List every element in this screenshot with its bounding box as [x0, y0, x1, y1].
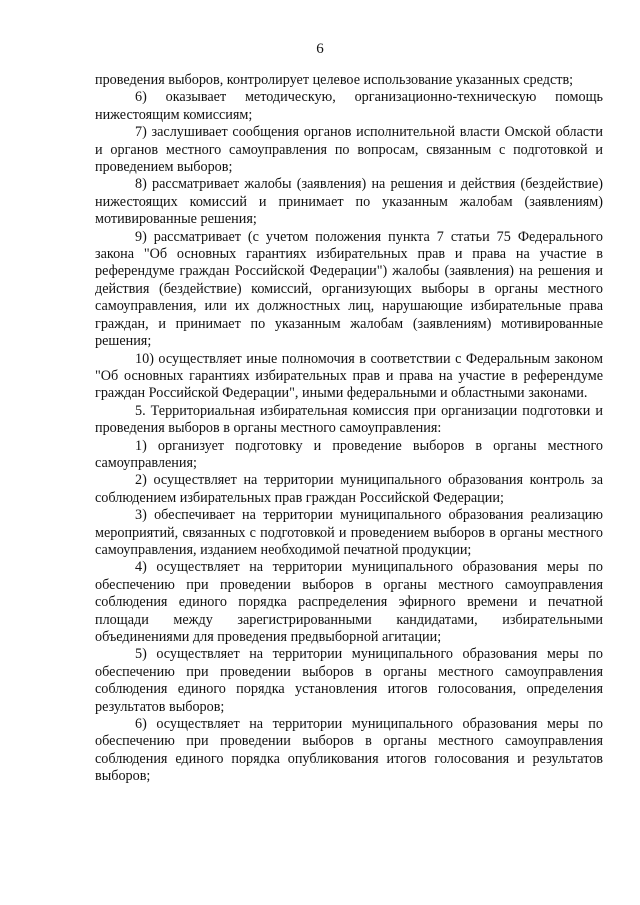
page-number: 6 [316, 41, 324, 57]
paragraph: 3) обеспечивает на территории муниципального образования реализацию мероприятий, связанных с подготовкой и проведением выборов в органы местного самоуправления, изданием необходимой печатной продукции; [95, 507, 603, 558]
paragraph: 6) осуществляет на территории муниципального образования меры по обеспечению при проведении выборов в органы местного самоуправления соблюдения единого порядка опубликования итогов голосования и результатов выборов; [95, 716, 603, 785]
paragraph: 4) осуществляет на территории муниципального образования меры по обеспечению при проведении выборов в органы местного самоуправления соблюдения единого порядка распределения эфирного времени и печатной площади между зарегистрированными кандидатами, избирательными объединениями для проведения предвыборной агитации; [95, 559, 603, 645]
paragraph: 5. Территориальная избирательная комиссия при организации подготовки и проведения выборов в органы местного самоуправления: [95, 402, 603, 437]
paragraph: 1) организует подготовку и проведение выборов в органы местного самоуправления; [95, 437, 603, 471]
paragraph: 8) рассматривает жалобы (заявления) на решения и действия (бездействие) нижестоящих комиссий и принимает по указанным жалобам (заявлениям) мотивированные решения; [95, 176, 603, 228]
paragraph: 6) оказывает методическую, организационно-техническую помощь нижестоящим комиссиям; [95, 89, 603, 123]
paragraph: проведения выборов, контролирует целевое использование указанных средств; [95, 72, 574, 88]
paragraph: 9) рассматривает (с учетом положения пункта 7 статьи 75 Федерального закона "Об основных гарантиях избирательных прав и права на участие в референдуме граждан Российской Федерации") жалобы (заявления) на решения и действия (бездействие) комиссий, организующих выборы в органы местного самоуправления, или их должностных лиц, нарушающие избирательные права граждан, и принимает по указанным жалобам (заявлениям) мотивированные решения; [95, 228, 603, 350]
paragraph: 5) осуществляет на территории муниципального образования меры по обеспечению при проведении выборов в органы местного самоуправления соблюдения единого порядка установления итогов голосования, определения результатов выборов; [95, 646, 603, 715]
document-body [95, 72, 603, 786]
paragraph: 7) заслушивает сообщения органов исполнительной власти Омской области и органов местного самоуправления по вопросам, связанным с подготовкой и проведением выборов; [95, 124, 603, 176]
paragraph: 10) осуществляет иные полномочия в соответствии с Федеральным законом "Об основных гарантиях избирательных прав и права на участие в референдуме граждан Российской Федерации", иными федеральными и областными законами. [95, 350, 603, 402]
paragraph: 2) осуществляет на территории муниципального образования контроль за соблюдением избирательных прав граждан Российской Федерации; [95, 472, 603, 506]
